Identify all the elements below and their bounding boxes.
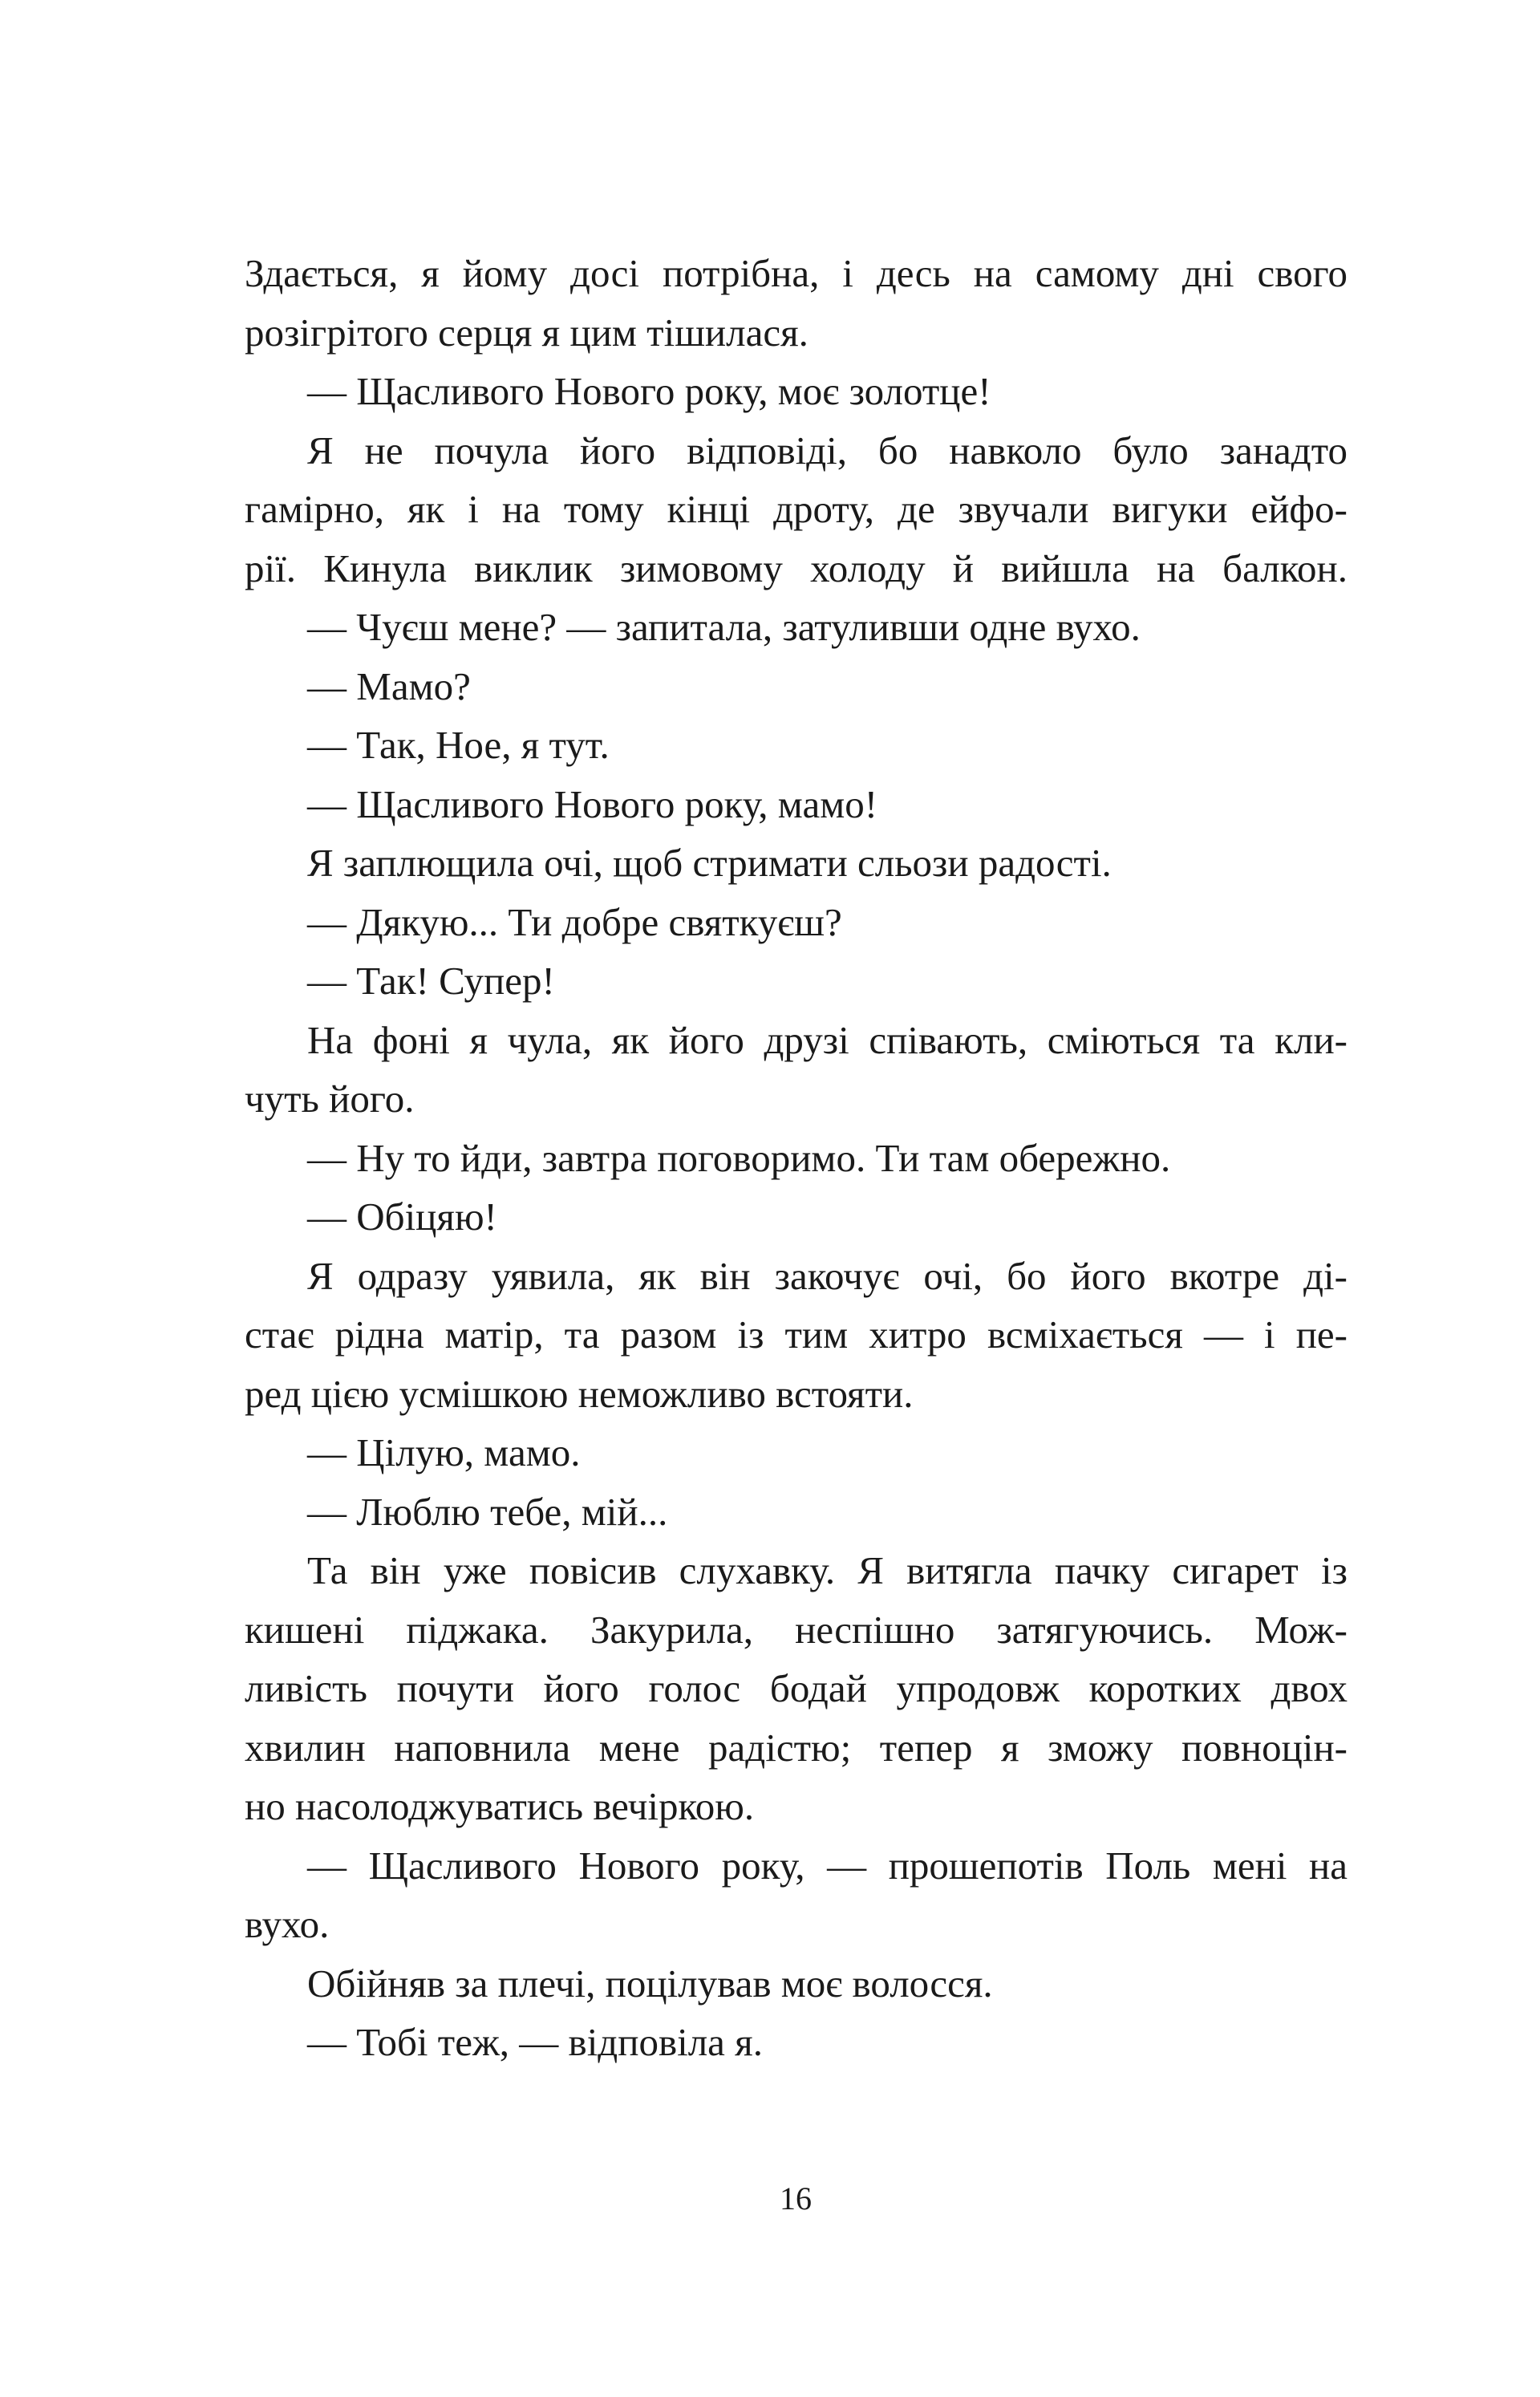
text-line: вухо. xyxy=(245,1902,330,1946)
text-line: — Щасливого Нового року, моє золотце! xyxy=(307,369,991,413)
text-line: — Цілую, мамо. xyxy=(307,1430,581,1474)
text-line: — Чуєш мене? — запитала, затуливши одне вухо. xyxy=(307,605,1141,649)
text-line: Здається, я йому досі потрібна, і десь на самому дні свого xyxy=(245,251,1348,295)
text-line: — Люблю тебе, мій... xyxy=(307,1489,668,1534)
text-line: — Щасливого Нового року, — прошепотів Поль мені на xyxy=(307,1843,1348,1888)
text-line: но насолоджуватись вечіркою. xyxy=(245,1784,755,1828)
text-line: — Ну то йди, завтра поговоримо. Ти там обережно. xyxy=(307,1135,1171,1180)
text-line: Я не почула його відповіді, бо навколо було занадто xyxy=(307,428,1348,473)
text-line: Я одразу уявила, як він закочує очі, бо його вкотре ді- xyxy=(307,1253,1348,1298)
text-line: — Мамо? xyxy=(307,663,471,708)
text-line: ливість почути його голос бодай упродовж коротких двох xyxy=(245,1666,1348,1710)
text-line: рії. Кинула виклик зимовому холоду й вийшла на балкон. xyxy=(245,546,1348,590)
text-line: — Обіцяю! xyxy=(307,1194,497,1239)
text-line: розігрітого серця я цим тішилася. xyxy=(245,310,808,355)
text-line: кишені піджака. Закурила, неспішно затягуючись. Мож- xyxy=(245,1607,1348,1652)
text-line: — Тобі теж, — відповіла я. xyxy=(307,2020,763,2064)
text-line: чуть його. xyxy=(245,1077,415,1121)
text-line: — Так! Супер! xyxy=(307,959,555,1003)
text-line: Обійняв за плечі, поцілував моє волосся. xyxy=(307,1961,993,2006)
text-line: На фоні я чула, як його друзі співають, сміються та кли- xyxy=(307,1017,1348,1062)
text-line: Я заплющила очі, щоб стримати сльози радості. xyxy=(307,841,1112,885)
text-line: ред цією усмішкою неможливо встояти. xyxy=(245,1371,914,1416)
text-line: — Так, Ное, я тут. xyxy=(307,723,610,767)
text-line: — Щасливого Нового року, мамо! xyxy=(307,781,878,826)
text-line: стає рідна матір, та разом із тим хитро всміхається — і пе- xyxy=(245,1312,1348,1357)
text-line: — Дякую... Ти добре святкуєш? xyxy=(307,899,842,944)
page-number: 16 xyxy=(780,2180,812,2217)
body-text xyxy=(245,244,1348,2072)
text-line: хвилин наповнила мене радістю; тепер я зможу повноцін- xyxy=(245,1725,1348,1770)
text-line: Та він уже повісив слухавку. Я витягла пачку сигарет із xyxy=(307,1548,1348,1592)
text-line: гамірно, як і на тому кінці дроту, де звучали вигуки ейфо- xyxy=(245,487,1348,531)
